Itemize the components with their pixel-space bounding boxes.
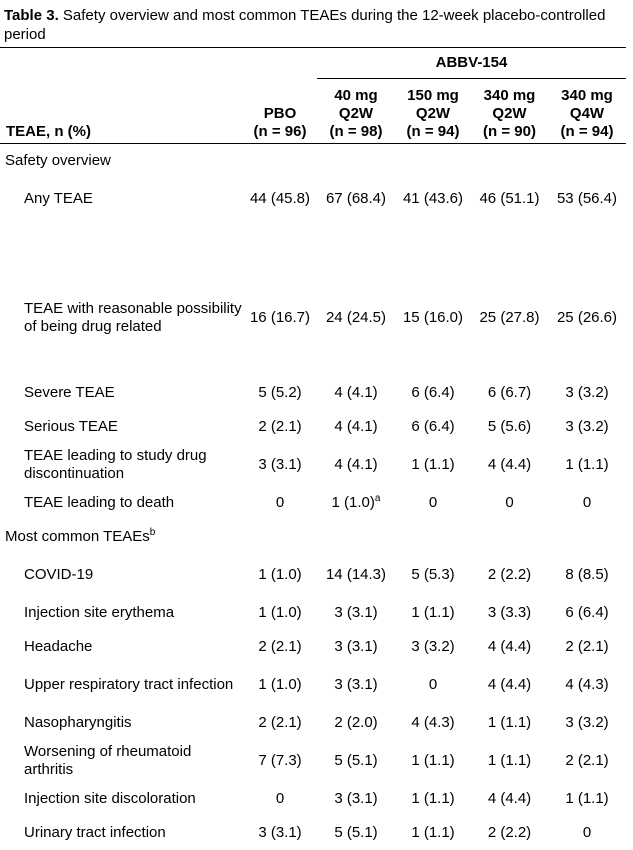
cell-value: 2 (2.1) [258,714,302,731]
table-row [0,444,626,486]
cell-value: 14 (14.3) [325,566,387,583]
section-title-safety-overview: Safety overview [5,152,111,169]
row-label: Headache [24,638,93,655]
section-header-row [0,144,626,179]
cell-value: 0 [428,676,438,693]
cell-value: 1 (1.0) [258,676,302,693]
cell-value: 2 (2.2) [487,566,532,583]
cell-value: 4 (4.1) [334,384,378,401]
cell-value: 4 (4.4) [487,638,532,655]
footnote-marker: a [374,493,381,504]
cell-value: 5 (5.1) [334,824,378,841]
cell-value: 1 (1.1) [411,604,455,621]
cell-value: 4 (4.1) [334,418,378,435]
col-header-340mg-q4w: 340 mg Q4W (n = 94) [548,79,626,144]
row-label: Nasopharyngitis [24,714,132,731]
row-label: Serious TEAE [24,418,118,435]
cell-value: 3 (3.2) [565,714,609,731]
col-header-teae: TEAE, n (%) [0,79,243,144]
cell-value: 24 (24.5) [325,309,387,326]
cell-value: 0 [582,824,592,841]
column-header-row [0,79,626,144]
cell-value: 3 (3.1) [258,456,302,473]
row-label: TEAE with reasonable possibility of being drug related [24,300,242,335]
table-row [0,596,626,630]
cell-value: 25 (26.6) [556,309,618,326]
cell-value: 0 [275,790,285,807]
table-row [0,178,626,220]
cell-value: 5 (5.2) [258,384,302,401]
col-header-40mg-q2w: 40 mg Q2W (n = 98) [317,79,395,144]
cell-value: 67 (68.4) [325,190,387,207]
row-label: Upper respiratory tract infection [24,676,234,693]
table-row [0,220,626,376]
cell-value: 5 (5.6) [487,418,532,435]
cell-value: 2 (2.1) [258,638,302,655]
header-group-row [0,48,626,79]
table-row [0,630,626,664]
table-row [0,376,626,410]
table-row [0,410,626,444]
cell-value: 46 (51.1) [479,190,540,207]
cell-value: 44 (45.8) [249,190,311,207]
cell-value: 8 (8.5) [565,566,609,583]
cell-value: 1 (1.1) [565,456,609,473]
cell-value: 41 (43.6) [402,190,464,207]
col-header-340mg-q2w: 340 mg Q2W (n = 90) [471,79,548,144]
cell-value: 4 (4.4) [487,456,532,473]
row-label: Any TEAE [24,190,93,207]
row-label: Injection site erythema [24,604,175,621]
table-caption [4,6,624,44]
abbv-154-group-header: ABBV-154 [317,48,626,79]
cell-value: 2 (2.0) [334,714,378,731]
cell-value: 4 (4.4) [487,790,532,807]
cell-value: 0 [275,494,285,511]
cell-value: 2 (2.1) [565,752,609,769]
col-header-pbo: PBO (n = 96) [243,79,317,144]
cell-value: 6 (6.4) [411,384,455,401]
row-label: Injection site discoloration [24,790,196,807]
cell-value: 3 (3.1) [334,790,378,807]
cell-value: 3 (3.2) [411,638,455,655]
caption-label: Table 3. [4,7,59,24]
cell-value: 3 (3.2) [565,418,609,435]
cell-value: 0 [428,494,438,511]
cell-value: 7 (7.3) [258,752,302,769]
cell-value: 1 (1.0) [258,604,302,621]
footnote-marker: b [149,527,156,538]
col-header-150mg-q2w: 150 mg Q2W (n = 94) [395,79,471,144]
safety-table [0,47,626,850]
section-title-most-common-teaes: Most common TEAEs$^b$ [5,527,156,545]
section-header-row [0,520,626,554]
row-label: TEAE leading to study drug discontinuation [24,447,207,482]
cell-value: 53 (56.4) [556,190,618,207]
cell-value: 0 [505,494,514,511]
row-label: Urinary tract infection [24,824,166,841]
caption-text: Safety overview and most common TEAEs during the 12-week placebo-controlled period [4,7,606,43]
cell-value: 1 (1.1) [487,752,532,769]
cell-value: 1 (1.1) [411,790,455,807]
cell-value: 3 (3.1) [334,604,378,621]
cell-value: 3 (3.1) [334,676,378,693]
cell-value: 3 (3.1) [258,824,302,841]
cell-value: 2 (2.2) [487,824,532,841]
cell-value: 2 (2.1) [258,418,302,435]
table-row [0,486,626,520]
cell-value: 1 (1.1) [565,790,609,807]
cell-value: 6 (6.4) [565,604,609,621]
cell-value: 4 (4.1) [334,456,378,473]
table-row [0,664,626,706]
cell-value: 4 (4.4) [487,676,532,693]
cell-value: 5 (5.3) [411,566,455,583]
table-row [0,554,626,596]
cell-value: 2 (2.1) [565,638,609,655]
row-label: Worsening of rheumatoid arthritis [24,743,192,778]
cell-value: 3 (3.1) [334,638,378,655]
cell-value: 1 (1.1) [411,456,455,473]
cell-value: 1 (1.0) [258,566,302,583]
cell-value: 6 (6.7) [487,384,532,401]
cell-value: 3 (3.2) [565,384,609,401]
cell-value: 15 (16.0) [402,309,464,326]
cell-value: 1 (1.1) [411,752,455,769]
cell-value: 16 (16.7) [249,309,311,326]
cell-value: 6 (6.4) [411,418,455,435]
row-label: Severe TEAE [24,384,115,401]
cell-value: 1 $(1.0)^a$ [331,493,381,511]
table-row [0,706,626,740]
cell-value: 0 [582,494,592,511]
cell-value: 25 (27.8) [479,309,540,326]
cell-value: 4 (4.3) [411,714,455,731]
table-row [0,816,626,850]
cell-value: 1 (1.1) [411,824,455,841]
cell-value: 1 (1.1) [487,714,532,731]
cell-value: 4 (4.3) [565,676,609,693]
cell-value: 5 (5.1) [334,752,378,769]
row-label: TEAE leading to death [24,494,175,511]
table-row [0,782,626,816]
row-label: COVID-19 [24,566,94,583]
table-row [0,740,626,782]
cell-value: 3 (3.3) [487,604,532,621]
